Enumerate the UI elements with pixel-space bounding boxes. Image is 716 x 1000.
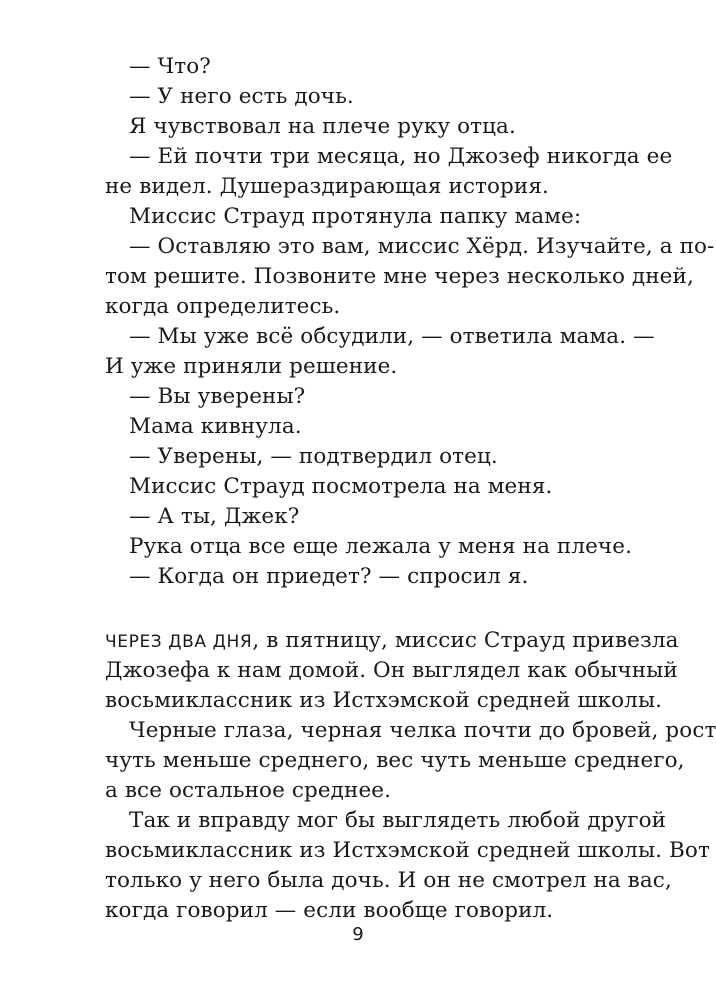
- section-first-line: [105, 626, 679, 657]
- text-line: Я чувствовал на плече руку отца.: [129, 114, 516, 139]
- text-line: только у него была дочь. И он не смотрел на вас,: [105, 868, 672, 893]
- text-line: Так и вправду мог бы выглядеть любой другой: [129, 808, 667, 833]
- text-line: — Ей почти три месяца, но Джозеф никогда ее: [129, 144, 673, 169]
- text-line: Миссис Страуд протянула папку маме:: [129, 204, 582, 229]
- page-number: 9: [352, 924, 364, 945]
- text-line: — Оставляю это вам, миссис Хёрд. Изучайте, а по-: [129, 234, 715, 259]
- section-lead-in: ЧЕРЕЗ ДВА ДНЯ: [105, 632, 253, 652]
- text-line: восьмиклассник из Истхэмской средней школы. Вот: [105, 838, 710, 863]
- text-line: — Мы уже всё обсудили, — ответила мама. —: [129, 324, 655, 349]
- text-line: когда говорил — если вообще говорил.: [105, 898, 554, 923]
- text-line: — Когда он приедет? — спросил я.: [129, 564, 529, 589]
- text-line: — Что?: [129, 54, 211, 79]
- text-line: Мама кивнула.: [129, 414, 302, 439]
- text-line: Миссис Страуд посмотрела на меня.: [129, 474, 553, 499]
- text-line: — Вы уверены?: [129, 384, 306, 409]
- text-line: — А ты, Джек?: [129, 504, 300, 529]
- text-line: — Уверены, — подтвердил отец.: [129, 444, 498, 469]
- text-line: а все остальное среднее.: [105, 778, 392, 803]
- text-line: — У него есть дочь.: [129, 84, 354, 109]
- text-line: И уже приняли решение.: [105, 354, 398, 379]
- text-line: Черные глаза, черная челка почти до бровей, рост: [129, 718, 716, 743]
- text-line: чуть меньше среднего, вес чуть меньше среднего,: [105, 748, 685, 773]
- text-line: восьмиклассник из Истхэмской средней школы.: [105, 688, 663, 713]
- text-line: Рука отца все еще лежала у меня на плече.: [129, 534, 633, 559]
- section-first-line-rest: , в пятницу, миссис Страуд привезла: [252, 628, 679, 653]
- text-line: когда определитесь.: [105, 294, 341, 319]
- text-line: Джозефа к нам домой. Он выглядел как обычный: [105, 658, 678, 683]
- text-line: том решите. Позвоните мне через несколько дней,: [105, 264, 694, 289]
- text-line: не видел. Душераздирающая история.: [105, 174, 549, 199]
